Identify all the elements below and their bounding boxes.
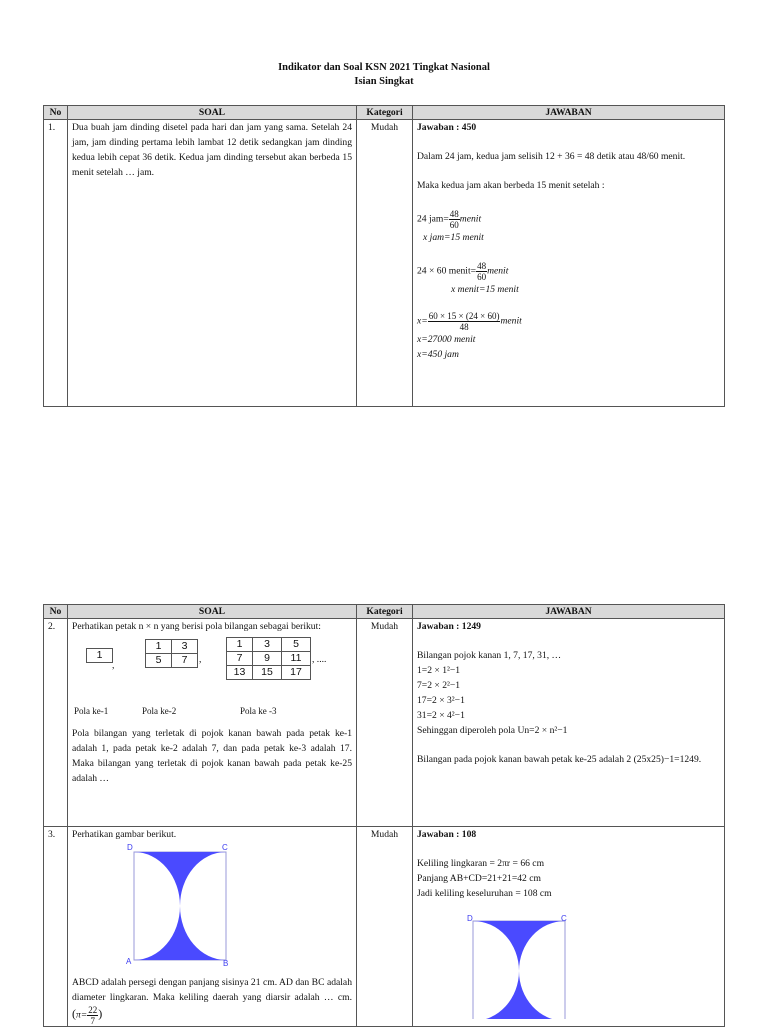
pattern-grid-3 — [226, 637, 311, 680]
table-row — [44, 120, 725, 407]
equation: x jam=15 menit — [423, 232, 484, 243]
pattern-grid-2 — [145, 639, 198, 668]
col-kategori-header: Kategori — [357, 605, 413, 619]
pattern-figure — [72, 634, 352, 726]
equation: x=27000 menit — [417, 334, 476, 345]
point-label-d: D — [467, 914, 473, 923]
pattern-label: Pola ke -3 — [240, 706, 277, 716]
fraction-numerator: 22 — [88, 1005, 98, 1015]
equation: x=450 jam — [417, 349, 459, 360]
answer-line: Keliling lingkaran = 2πr = 66 cm — [417, 858, 545, 869]
fraction — [449, 209, 460, 230]
answer-line: 17=2 × 3²−1 — [417, 695, 465, 706]
col-soal-header: SOAL — [68, 106, 357, 120]
soal-table-1 — [43, 105, 725, 407]
grid-cell: 1 — [87, 649, 113, 663]
answer-cell — [413, 827, 725, 1027]
question-number: 1. — [44, 120, 68, 407]
answer-title: Jawaban : 108 — [417, 829, 477, 840]
pi-label: π= — [76, 1009, 88, 1021]
paren-close: ) — [98, 1006, 103, 1021]
equation-right: menit — [500, 315, 522, 327]
fraction-denominator: 48 — [459, 322, 469, 332]
geometry-figure — [417, 901, 720, 1011]
question-category: Mudah — [357, 120, 413, 407]
col-jawaban-header: JAWABAN — [413, 605, 725, 619]
table-row — [44, 827, 725, 1027]
col-no-header: No — [44, 605, 68, 619]
pattern-label: Pola ke-1 — [74, 706, 109, 716]
question-intro: Perhatikan gambar berikut. — [72, 829, 177, 840]
geometry-figure — [72, 842, 352, 967]
fraction-denominator: 60 — [449, 220, 459, 230]
question-cell — [68, 619, 357, 827]
answer-paragraph: Dalam 24 jam, kedua jam selisih 12 + 36 = 48 detik atau 48/60 menit. — [417, 151, 686, 162]
question-number: 3. — [44, 827, 68, 1027]
shaded-region — [134, 852, 226, 960]
col-kategori-header: Kategori — [357, 106, 413, 120]
grid-cell: 5 — [282, 638, 311, 652]
answer-line: 31=2 × 4²−1 — [417, 710, 465, 721]
grid-cell: 1 — [227, 638, 253, 652]
document-subtitle: Isian Singkat — [354, 76, 414, 87]
shaded-square-figure — [467, 909, 587, 1019]
question-text: Dua buah jam dinding disetel pada hari dan jam yang sama. Setelah 24 jam, jam dinding pertama lebih lambat 12 detik sedangkan jam dinding kedua lebih cepat 36 detik. Kedua jam dinding tersebut akan berbeda 15 menit setelah … jam. — [68, 120, 357, 407]
fraction-denominator: 7 — [90, 1016, 96, 1026]
answer-line: 1=2 × 1²−1 — [417, 665, 461, 676]
pattern-ellipsis: , .... — [312, 654, 327, 665]
grid-cell: 5 — [146, 654, 172, 668]
pattern-separator: , — [112, 660, 115, 671]
answer-line: Panjang AB+CD=21+21=42 cm — [417, 873, 541, 884]
col-no-header: No — [44, 106, 68, 120]
answer-line: 7=2 × 2²−1 — [417, 680, 461, 691]
grid-cell: 3 — [253, 638, 282, 652]
paren-open: ( — [72, 1006, 76, 1021]
grid-cell: 3 — [172, 640, 198, 654]
answer-title: Jawaban : 450 — [417, 122, 477, 133]
equation — [417, 261, 720, 282]
question-text — [72, 975, 352, 1026]
col-jawaban-header: JAWABAN — [413, 106, 725, 120]
point-label-c: C — [561, 914, 567, 923]
equation: x menit=15 menit — [451, 284, 519, 295]
soal-table-2 — [43, 604, 725, 1027]
equation-left: 24 × 60 menit= — [417, 265, 477, 277]
fraction — [476, 261, 487, 282]
question-body: ABCD adalah persegi dengan panjang sisinya 21 cm. AD dan BC adalah diameter lingkaran. Maka keliling daerah yang diarsir adalah … cm. — [72, 977, 352, 1003]
grid-cell: 17 — [282, 666, 311, 680]
pattern-separator: , — [199, 654, 202, 665]
grid-cell: 7 — [172, 654, 198, 668]
question-number: 2. — [44, 619, 68, 827]
question-text: Pola bilangan yang terletak di pojok kanan bawah pada petak ke-1 adalah 1, pada petak ke-2 adalah 7, dan pada petak ke-3 adalah 17. Maka bilangan yang terletak di pojok kanan bawah pada petak ke-25 adalah … — [72, 728, 352, 784]
table-row — [44, 619, 725, 827]
equation — [417, 209, 720, 230]
pattern-grid-1 — [86, 648, 113, 663]
point-label-b: B — [223, 959, 229, 968]
fraction-numerator: 60 × 15 × (24 × 60) — [428, 311, 500, 321]
equation-right: menit — [487, 265, 509, 277]
grid-cell: 1 — [146, 640, 172, 654]
fraction-numerator: 48 — [449, 209, 459, 219]
equation — [417, 311, 720, 332]
grid-cell: 15 — [253, 666, 282, 680]
grid-cell: 11 — [282, 652, 311, 666]
answer-title: Jawaban : 1249 — [417, 621, 481, 632]
answer-paragraph: Maka kedua jam akan berbeda 15 menit setelah : — [417, 180, 605, 191]
grid-cell: 9 — [253, 652, 282, 666]
question-category: Mudah — [357, 827, 413, 1027]
answer-line: Bilangan pada pojok kanan bawah petak ke-25 adalah 2 (25x25)−1=1249. — [417, 754, 702, 765]
equation-right: menit — [459, 213, 482, 225]
equation-left: 24 jam= — [417, 213, 449, 225]
answer-line: Bilangan pojok kanan 1, 7, 17, 31, … — [417, 650, 562, 661]
fraction-numerator: 48 — [477, 261, 487, 271]
shaded-square-figure — [122, 842, 242, 967]
grid-cell: 7 — [227, 652, 253, 666]
shaded-region — [473, 921, 565, 1019]
grid-cell: 13 — [227, 666, 253, 680]
question-intro: Perhatikan petak n × n yang berisi pola bilangan sebagai berikut: — [72, 621, 321, 632]
point-label-c: C — [222, 843, 228, 852]
fraction — [428, 311, 501, 332]
pattern-label: Pola ke-2 — [142, 706, 177, 716]
answer-line: Sehinggan diperoleh pola Un=2 × n²−1 — [417, 725, 568, 736]
fraction-denominator: 60 — [477, 272, 487, 282]
equation-left: x= — [417, 315, 428, 327]
question-category: Mudah — [357, 619, 413, 827]
fraction — [87, 1005, 98, 1026]
point-label-a: A — [126, 957, 132, 966]
document-title: Indikator dan Soal KSN 2021 Tingkat Nasional — [278, 62, 490, 73]
answer-cell — [413, 120, 725, 407]
answer-cell — [413, 619, 725, 827]
question-cell — [68, 827, 357, 1027]
point-label-d: D — [127, 843, 133, 852]
answer-line: Jadi keliling keseluruhan = 108 cm — [417, 888, 552, 899]
col-soal-header: SOAL — [68, 605, 357, 619]
